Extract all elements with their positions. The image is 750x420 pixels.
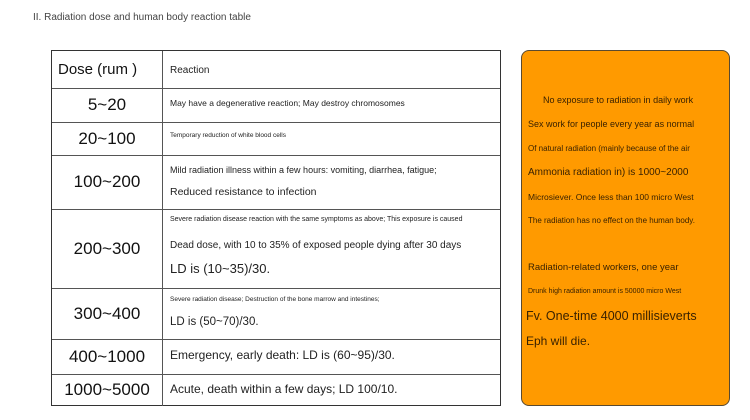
table-row bbox=[52, 88, 500, 123]
reaction-text: Emergency, early death: LD is (60~95)/30. bbox=[170, 348, 395, 362]
table-row bbox=[52, 288, 500, 340]
reaction-text: Dead dose, with 10 to 35% of exposed people dying after 30 days bbox=[170, 240, 462, 251]
reaction-cell bbox=[164, 374, 500, 406]
table-row bbox=[52, 339, 500, 375]
info-line: Microsiever. Once less than 100 micro West bbox=[528, 192, 694, 202]
reaction-cell bbox=[164, 88, 500, 122]
dose-value: 5~20 bbox=[52, 88, 163, 122]
table-row bbox=[52, 374, 500, 406]
dose-value: 400~1000 bbox=[52, 339, 163, 374]
info-line: Of natural radiation (mainly because of the air bbox=[528, 144, 690, 153]
reaction-cell bbox=[164, 288, 500, 339]
info-line: Fv. One-time 4000 millisieverts bbox=[526, 309, 697, 323]
table-header-row bbox=[52, 51, 500, 89]
info-line: The radiation has no effect on the human body. bbox=[528, 216, 695, 225]
header-dose: Dose (rum ) bbox=[52, 51, 163, 88]
reaction-text: LD is (50~70)/30. bbox=[170, 316, 259, 328]
reaction-text: Severe radiation disease; Destruction of the bone marrow and intestines; bbox=[170, 296, 380, 303]
reaction-text: Temporary reduction of white blood cells bbox=[170, 132, 286, 139]
reaction-cell bbox=[164, 209, 500, 288]
table-row bbox=[52, 155, 500, 210]
info-line: Ammonia radiation in) is 1000~2000 bbox=[528, 167, 689, 178]
dose-value: 300~400 bbox=[52, 288, 163, 339]
reaction-text: May have a degenerative reaction; May destroy chromosomes bbox=[170, 98, 405, 108]
table-row bbox=[52, 122, 500, 156]
reaction-text: Acute, death within a few days; LD 100/10. bbox=[170, 382, 398, 396]
header-reaction: Reaction bbox=[170, 65, 210, 76]
info-line: Eph will die. bbox=[526, 334, 591, 348]
reaction-text: Severe radiation disease reaction with the same symptoms as above; This exposure is caused bbox=[170, 216, 463, 223]
reaction-text: Mild radiation illness within a few hours: vomiting, diarrhea, fatigue; bbox=[170, 165, 437, 175]
dose-value: 100~200 bbox=[52, 155, 163, 209]
info-line: No exposure to radiation in daily work bbox=[543, 95, 694, 105]
info-line: Sex work for people every year as normal bbox=[528, 119, 695, 129]
reaction-text: Reduced resistance to infection bbox=[170, 186, 317, 198]
dose-value: 20~100 bbox=[52, 122, 163, 155]
table-row bbox=[52, 209, 500, 289]
info-line: Drunk high radiation amount is 50000 micro West bbox=[528, 288, 682, 295]
info-line: Radiation-related workers, one year bbox=[528, 262, 679, 273]
reaction-text: LD is (10~35)/30. bbox=[170, 261, 271, 276]
reaction-cell bbox=[164, 155, 500, 209]
reaction-cell bbox=[164, 122, 500, 155]
dose-value: 200~300 bbox=[52, 209, 163, 288]
info-box bbox=[521, 50, 730, 406]
page-heading: II. Radiation dose and human body reaction table bbox=[33, 12, 251, 23]
reaction-cell bbox=[164, 339, 500, 374]
dose-value: 1000~5000 bbox=[52, 374, 163, 406]
dose-reaction-table bbox=[51, 50, 501, 406]
header-reaction-cell bbox=[164, 51, 500, 88]
